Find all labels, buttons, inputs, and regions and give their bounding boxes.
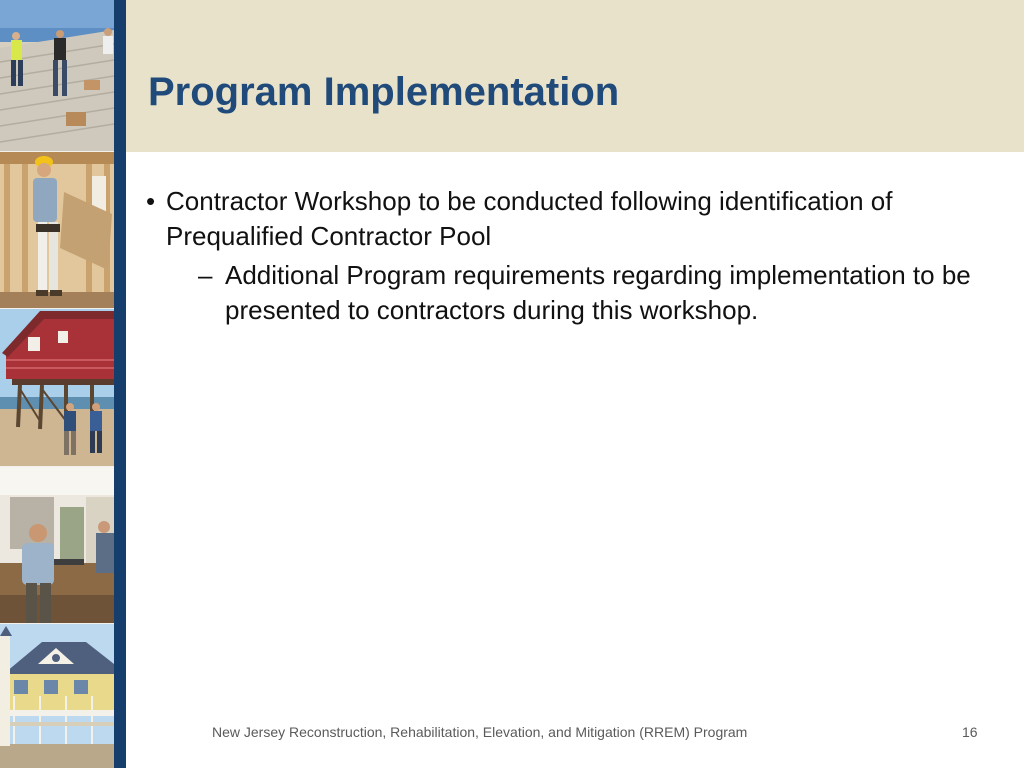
photo-worker-carrying-plywood bbox=[0, 152, 114, 309]
photo-inspector-in-damaged-house bbox=[0, 467, 114, 624]
page-number: 16 bbox=[962, 724, 978, 740]
photo-strip bbox=[0, 0, 114, 768]
sub-bullet-text: Additional Program requirements regarding implementation to be presented to contractors during this workshop. bbox=[225, 260, 971, 325]
slide-body bbox=[146, 184, 986, 328]
bullet-mark: • bbox=[146, 186, 156, 216]
sub-bullet-mark: – bbox=[198, 260, 213, 290]
sub-bullet-item bbox=[146, 258, 986, 328]
photo-elevated-red-house-on-beach bbox=[0, 309, 114, 467]
slide-title: Program Implementation bbox=[148, 70, 620, 114]
footer-text: New Jersey Reconstruction, Rehabilitation, Elevation, and Mitigation (RREM) Program bbox=[212, 724, 748, 740]
photo-workers-on-roof bbox=[0, 0, 114, 152]
bullet-text: Contractor Workshop to be conducted following identification of Prequalified Contractor Pool bbox=[166, 186, 893, 251]
bullet-item bbox=[146, 184, 986, 254]
photo-elevated-yellow-house bbox=[0, 624, 114, 768]
vertical-rule bbox=[114, 0, 126, 768]
